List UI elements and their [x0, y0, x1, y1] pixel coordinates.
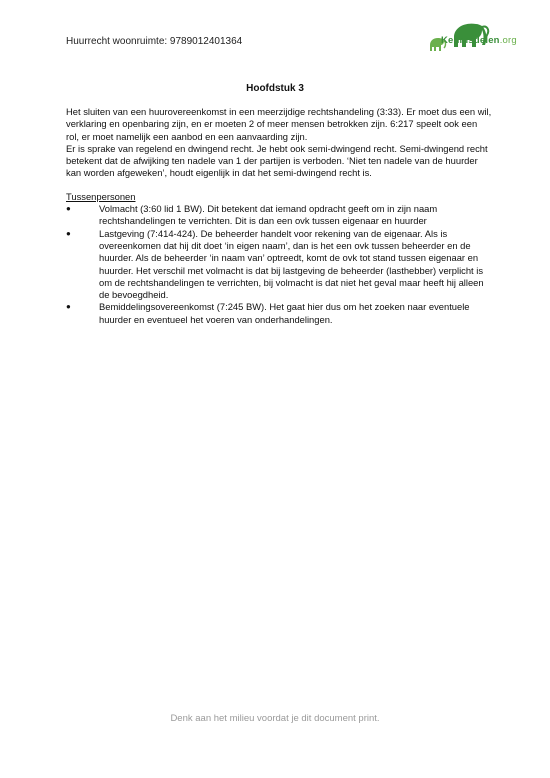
kennisdelen-logo [424, 18, 534, 54]
document-body [66, 106, 492, 326]
list-item: ● Lastgeving (7:414-424). De beheerder handelt voor rekening van de eigenaar. Als is overeenkomen dat hij dit doet ‘in eigen naam’, dan is het een ovk tussen beheerder en de huurder. Als de beheerder ‘in naam van’ optreedt, komt de ovk tot stand tussen eigenaar en huurder. Het verschil met volmacht is dat bij lastgeving de beheerder (lasthebber) verplicht is om de rechtshandelingen te verrichten, bij volmacht is dat niet het geval maar heeft hij alleen de bevoegdheid. [66, 228, 492, 302]
document-header: Huurrecht woonruimte: 9789012401364 [66, 36, 243, 47]
logo-text [441, 35, 517, 46]
list-item: ● Volmacht (3:60 lid 1 BW). Dit betekent dat iemand opdracht geeft om in zijn naam rechtshandelingen te verrichten. Dit is dan een ovk tussen eigenaar en huurder [66, 203, 492, 228]
logo-suffix: .org [499, 35, 517, 46]
paragraph: Er is sprake van regelend en dwingend recht. Je hebt ook semi-dwingend recht. Semi-dwingend recht betekent dat de afwijking ten nadele van 1 der partijen is verboden. ‘Niet ten nadele van de huurder kan worden afgeweken’, houdt eigenlijk in dat het semi-dwingend recht is. [66, 142, 488, 179]
logo-name: Kennisdelen [441, 35, 500, 46]
section-heading: Tussenpersonen [66, 190, 136, 202]
paragraph: Het sluiten van een huurovereenkomst in een meerzijdige rechtshandeling (3:33). Er moet dus een wil, verklaring en openbaring zijn, en er moeten 2 of meer mensen betrokken zijn. 6:217 speelt ook een rol, er moet namelijk een aanbod en een aanvaarding zijn. [66, 106, 492, 142]
bullet-list [66, 203, 492, 326]
list-item: ● Bemiddelingsovereenkomst (7:245 BW). Het gaat hier dus om het zoeken naar eventuele huurder en eventueel het voeren van onderhandelingen. [66, 301, 492, 326]
chapter-title: Hoofdstuk 3 [246, 83, 304, 94]
footer-note: Denk aan het milieu voordat je dit document print. [170, 713, 380, 724]
